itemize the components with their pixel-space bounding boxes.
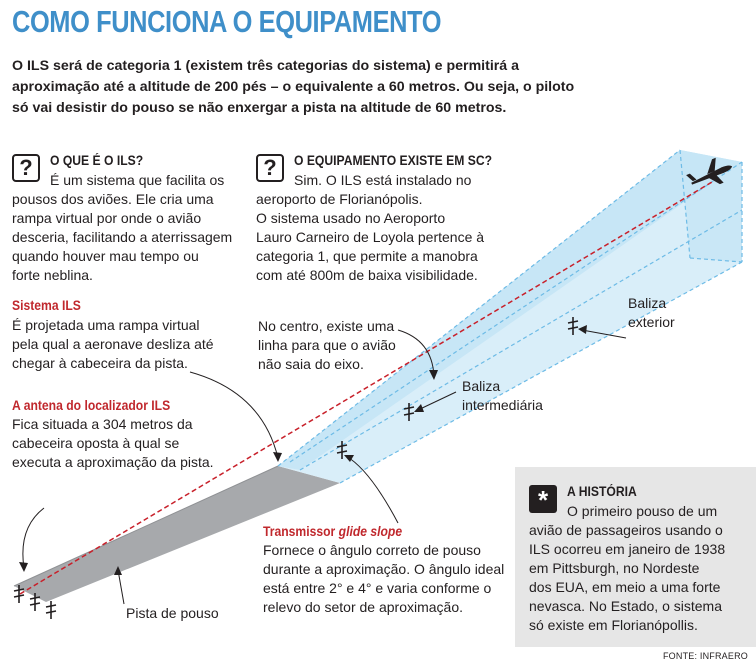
text-line: Baliza bbox=[462, 378, 501, 394]
localizer-heading: A antena do localizador ILS bbox=[12, 398, 171, 413]
intro-line: aproximação até a altitude de 200 pés – o equivalente a 60 metros. Ou seja, o piloto bbox=[12, 79, 575, 95]
text-line: desceria, facilitando a aterrissagem bbox=[12, 229, 233, 245]
text-line: aeroporto de Florianópolis. bbox=[256, 191, 423, 207]
text-line: categoria 1, que permite a manobra bbox=[256, 248, 478, 264]
text-line: É projetada uma rampa virtual bbox=[12, 317, 200, 333]
what-is-ils-heading: O QUE É O ILS? bbox=[50, 153, 144, 168]
localizer-text bbox=[12, 415, 214, 472]
localizer-antenna-icon bbox=[46, 601, 56, 619]
glide-slope-heading bbox=[263, 524, 402, 539]
text-line: O sistema usado no Aeroporto bbox=[256, 210, 446, 226]
source-credit: FONTE: INFRAERO bbox=[662, 651, 748, 661]
text-line: quando houver mau tempo ou bbox=[12, 248, 199, 264]
ils-system-heading: Sistema ILS bbox=[12, 298, 81, 313]
text-line: Sim. O ILS está instalado no bbox=[294, 172, 472, 188]
intro-line: O ILS será de categoria 1 (existem três categorias do sistema) e permitirá a bbox=[12, 58, 520, 74]
glide-slope-heading-prefix: Transmissor bbox=[263, 524, 339, 539]
page-title: COMO FUNCIONA O EQUIPAMENTO bbox=[12, 4, 442, 39]
middle-marker-label bbox=[462, 377, 543, 415]
text-line: pousos dos aviões. Ele cria uma bbox=[12, 191, 214, 207]
glide-slope-text bbox=[263, 541, 504, 617]
intro-line: só vai desistir do pouso se não enxergar a pista na altitude de 60 metros. bbox=[12, 100, 507, 116]
history-heading: A HISTÓRIA bbox=[567, 484, 637, 499]
text-line: Fica situada a 304 metros da bbox=[12, 416, 193, 432]
text-line: forte neblina. bbox=[12, 267, 93, 283]
text-line: Baliza bbox=[628, 295, 667, 311]
text-line: dos EUA, em meio a uma forte bbox=[529, 579, 721, 595]
text-line: intermediária bbox=[462, 397, 543, 413]
runway-label: Pista de pouso bbox=[126, 605, 219, 621]
exists-in-sc-text bbox=[256, 171, 485, 285]
center-line-label bbox=[258, 317, 396, 374]
exists-in-sc-heading: O EQUIPAMENTO EXISTE EM SC? bbox=[294, 153, 493, 168]
text-line: exterior bbox=[628, 314, 675, 330]
question-icon: ? bbox=[12, 154, 40, 182]
text-line: É um sistema que facilita os bbox=[50, 172, 225, 188]
history-text bbox=[529, 502, 726, 635]
text-line: nevasca. No Estado, o sistema bbox=[529, 598, 722, 614]
text-line: ILS ocorreu em janeiro de 1938 bbox=[529, 541, 726, 557]
what-is-ils-text bbox=[12, 171, 233, 285]
ils-system-text bbox=[12, 316, 214, 373]
text-line: O primeiro pouso de um bbox=[567, 503, 718, 519]
question-icon: ? bbox=[256, 154, 284, 182]
text-line: durante a aproximação. O ângulo ideal bbox=[263, 561, 505, 577]
text-line: rampa virtual por onde o avião bbox=[12, 210, 202, 226]
text-line: chegar à cabeceira da pista. bbox=[12, 355, 188, 371]
text-line: relevo do setor de aproximação. bbox=[263, 599, 463, 615]
text-line: só existe em Florianópollis. bbox=[529, 617, 698, 633]
text-line: com até 800m de baixa visibilidade. bbox=[256, 267, 478, 283]
text-line: em Pittsburgh, no Nordeste bbox=[529, 560, 700, 576]
text-line: No centro, existe uma bbox=[258, 318, 395, 334]
asterisk-icon: * bbox=[529, 485, 557, 513]
text-line: não saia do eixo. bbox=[258, 356, 364, 372]
arrow-localizer bbox=[23, 508, 44, 568]
text-line: linha para que o avião bbox=[258, 337, 396, 353]
arrow-runway bbox=[118, 570, 124, 604]
runway-edge-line bbox=[14, 466, 278, 586]
text-line: executa a aproximação da pista. bbox=[12, 454, 214, 470]
text-line: está entre 2° e 4° e varia conforme o bbox=[263, 580, 492, 596]
outer-marker-label bbox=[628, 294, 675, 332]
text-line: avião de passageiros usando o bbox=[529, 522, 723, 538]
glide-slope-heading-italic: glide slope bbox=[338, 524, 403, 539]
text-line: Lauro Carneiro de Loyola pertence à bbox=[256, 229, 485, 245]
text-line: pela qual a aeronave desliza até bbox=[12, 336, 214, 352]
text-line: cabeceira oposta à qual se bbox=[12, 435, 180, 451]
text-line: Fornece o ângulo correto de pouso bbox=[263, 542, 481, 558]
